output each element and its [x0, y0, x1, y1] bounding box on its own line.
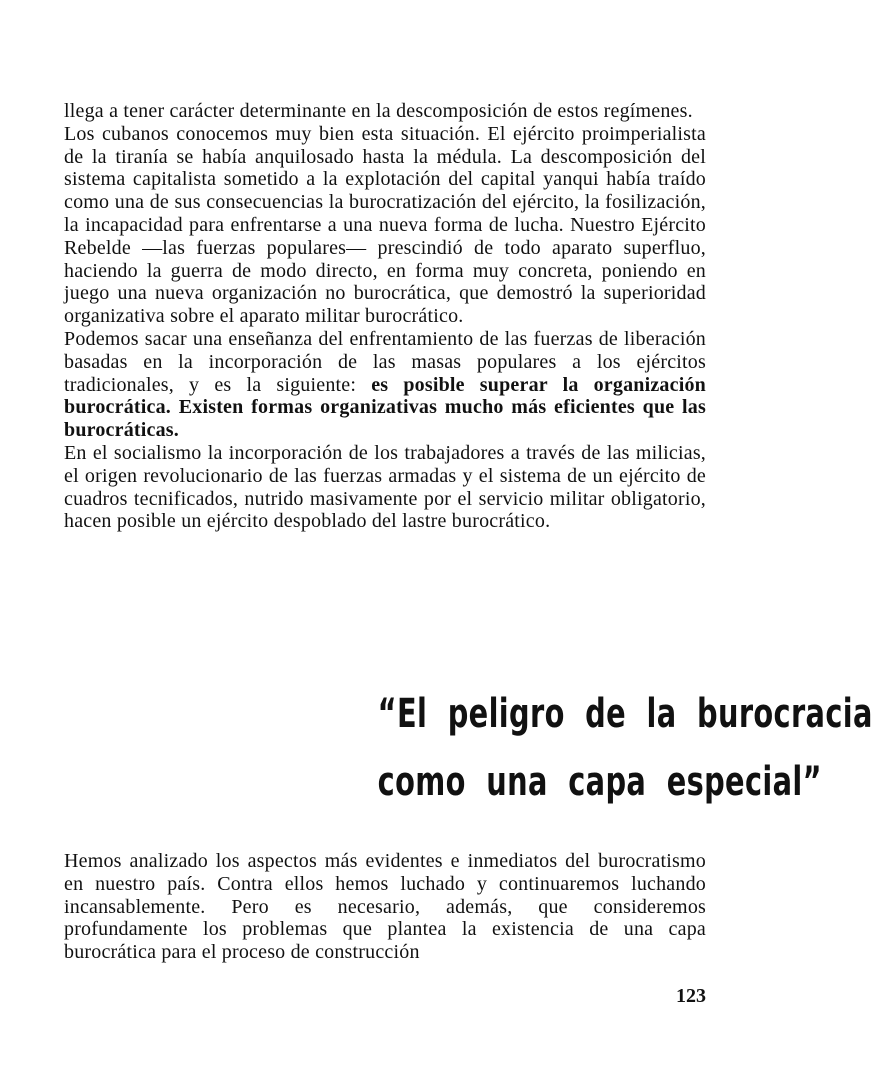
paragraph-socialism: En el socialismo la incorporación de los trabajadores a través de las milicias, el origen revolucionario de las fuerzas armadas y el sistema de un ejército de cuadros tecnificados, nutrido masivamente por el servicio militar obligatorio, hacen posible un ejército despoblado del lastre burocrático.	[64, 441, 706, 533]
body-text-top	[64, 100, 706, 533]
section-heading-line-2: como una capa especial”	[377, 759, 822, 805]
paragraph-lesson-emphasis: es posible superar la organización burocrática. Existen formas organizativas mucho más eficientes que las burocráticas.	[64, 373, 706, 442]
page-number: 123	[676, 985, 706, 1007]
paragraph-cuban-army: Los cubanos conocemos muy bien esta situación. El ejército proimperialista de la tiranía se había anquilosado hasta la médula. La descomposición del sistema capitalista sometido a la explotación del capital yanqui había traído como una de sus consecuencias la burocratización del ejército, la fosilización, la incapacidad para enfrentarse a una nueva forma de lucha. Nuestro Ejército Rebelde —las fuerzas populares— prescindió de todo aparato superfluo, haciendo la guerra de modo directo, en forma muy concreta, poniendo en juego una nueva organización no burocrática, que demostró la superioridad organizativa sobre el aparato militar burocrático.	[64, 122, 706, 328]
section-heading	[377, 680, 873, 816]
paragraph-lesson	[64, 328, 706, 442]
section-heading-line-1: “El peligro de la burocracia	[377, 691, 873, 737]
body-text-bottom	[64, 850, 706, 964]
paragraph-analysis: Hemos analizado los aspectos más evidentes e inmediatos del burocratismo en nuestro país. Contra ellos hemos luchado y continuaremos luchando incansablemente. Pero es necesario, además, que consideremos profundamente los problemas que plantea la existencia de una capa burocrática para el proceso de construcción	[64, 850, 706, 964]
paragraph-continuation: llega a tener carácter determinante en la descomposición de estos regímenes.	[64, 100, 693, 122]
paragraph-lesson-text: Podemos sacar una enseñanza del enfrentamiento de las fuerzas de liberación basadas en la incorporación de las masas populares a los ejércitos tradicionales, y es la siguiente:	[64, 327, 706, 396]
